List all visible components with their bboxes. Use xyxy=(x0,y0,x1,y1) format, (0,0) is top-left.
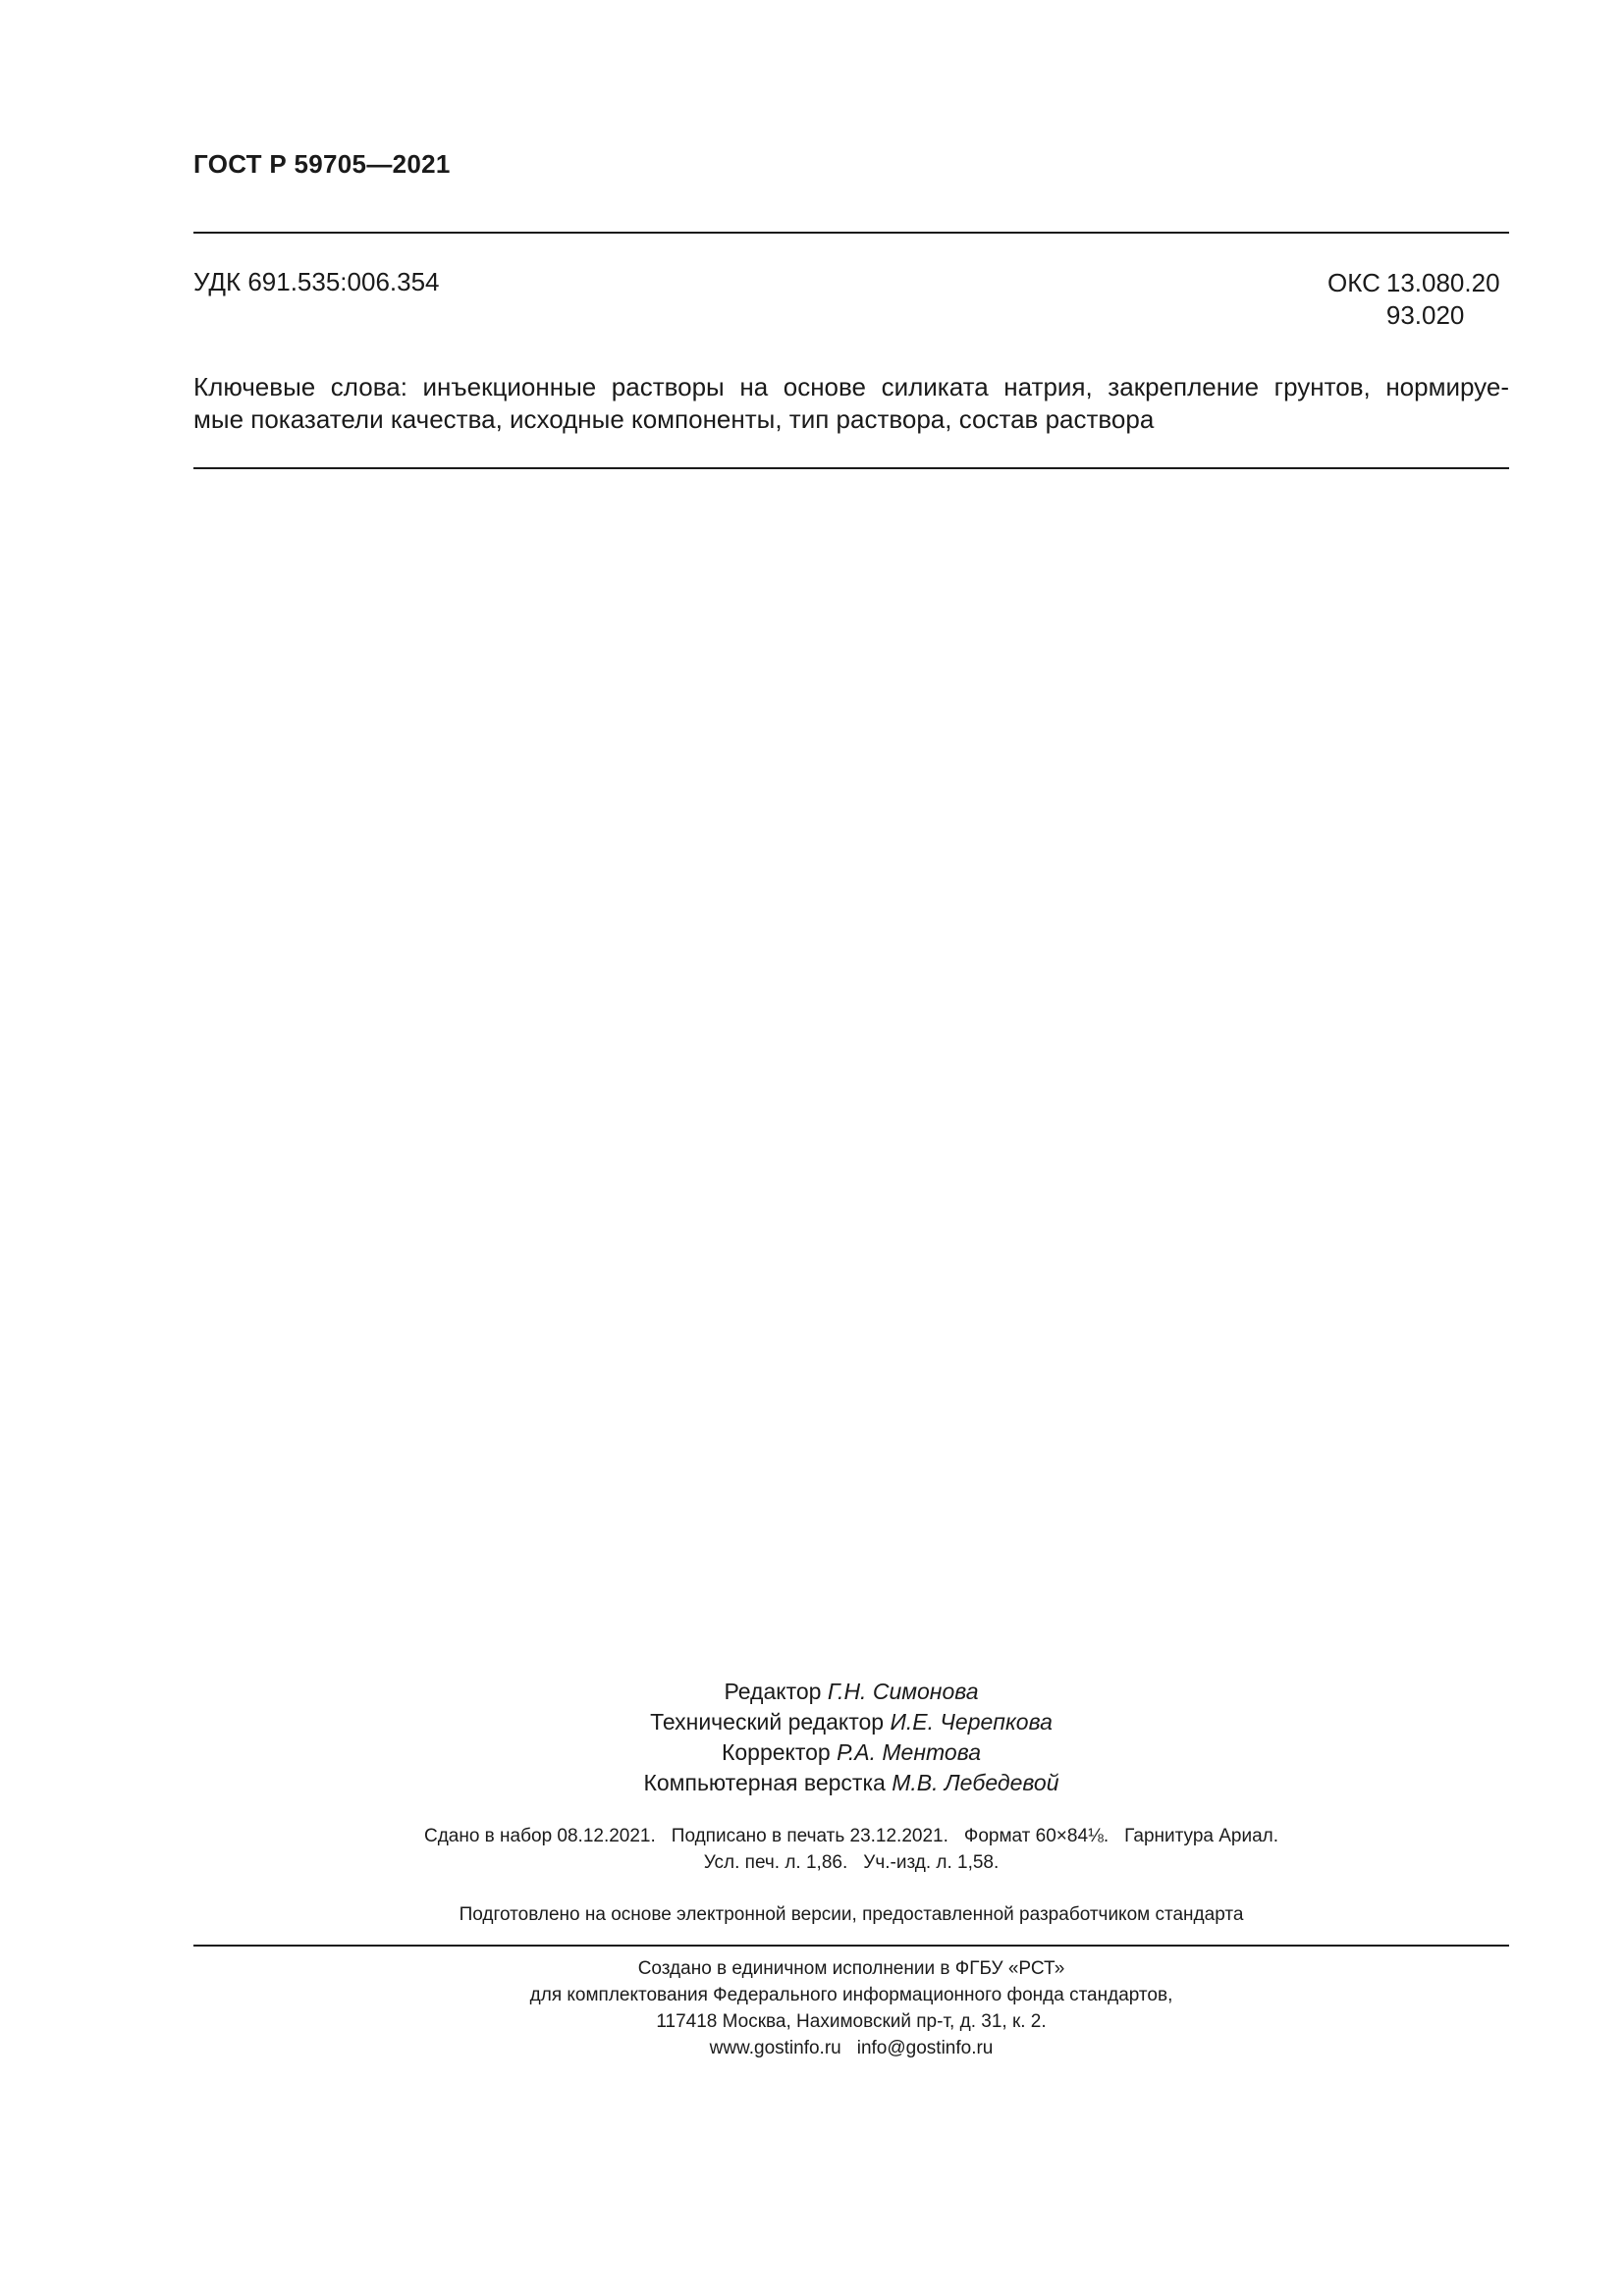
credit-person: Г.Н. Симонова xyxy=(827,1679,979,1704)
footer-divider xyxy=(193,1945,1509,1947)
print-sheets: Усл. печ. л. 1,86. xyxy=(703,1852,848,1873)
udk-code: УДК 691.535:006.354 xyxy=(193,267,440,296)
oks-code: 13.080.20 xyxy=(1385,268,1500,297)
keywords-divider xyxy=(193,467,1509,469)
footer-address: 117418 Москва, Нахимовский пр-т, д. 31, к. 2. xyxy=(656,2011,1047,2032)
credit-technical-editor xyxy=(193,1707,1509,1737)
keywords-line: Ключевые слова: инъекционные растворы на основе силиката натрия, закрепление грунтов, нормируе- xyxy=(193,372,1509,401)
credit-role: Редактор xyxy=(724,1679,822,1704)
prepared-note: Подготовлено на основе электронной версии, предоставленной разработчиком стандарта xyxy=(459,1904,1244,1925)
footer-contacts xyxy=(193,2035,1509,2061)
website-link[interactable]: www.gostinfo.ru xyxy=(709,2038,841,2058)
print-info-line xyxy=(193,1849,1509,1876)
paper-format: Формат 60×84⅛. xyxy=(963,1826,1110,1846)
typeface: Гарнитура Ариал. xyxy=(1124,1826,1279,1846)
credit-person: Р.А. Ментова xyxy=(837,1739,981,1765)
oks-codes xyxy=(1386,267,1500,332)
print-info-line xyxy=(193,1823,1509,1849)
document-number: ГОСТ Р 59705—2021 xyxy=(193,149,451,179)
footer-line: для комплектования Федерального информационного фонда стандартов, xyxy=(529,1985,1173,2005)
footer-line: Создано в единичном исполнении в ФГБУ «РСТ» xyxy=(637,1958,1065,1979)
top-divider xyxy=(193,232,1509,234)
keywords-block xyxy=(193,371,1509,436)
credit-editor xyxy=(193,1677,1509,1707)
credit-role: Компьютерная верстка xyxy=(643,1770,886,1795)
credit-person: М.В. Лебедевой xyxy=(892,1770,1059,1795)
oks-code: 93.020 xyxy=(1385,300,1465,330)
credit-person: И.Е. Черепкова xyxy=(890,1709,1053,1735)
credits-block xyxy=(193,1677,1509,1798)
oks-label: ОКС xyxy=(1327,268,1380,297)
signed-date: Подписано в печать 23.12.2021. xyxy=(671,1826,948,1846)
publisher-footer xyxy=(193,1955,1509,2061)
email-link[interactable]: info@gostinfo.ru xyxy=(856,2038,994,2058)
publisher-sheets: Уч.-изд. л. 1,58. xyxy=(863,1852,1000,1873)
submitted-date: Сдано в набор 08.12.2021. xyxy=(423,1826,656,1846)
credit-proofreader xyxy=(193,1737,1509,1768)
credit-role: Технический редактор xyxy=(650,1709,885,1735)
keywords-line: мые показатели качества, исходные компоненты, тип раствора, состав раствора xyxy=(193,404,1155,434)
print-info-block xyxy=(193,1823,1509,1876)
credit-layout xyxy=(193,1768,1509,1798)
credit-role: Корректор xyxy=(721,1739,831,1765)
oks-block xyxy=(1327,267,1500,332)
